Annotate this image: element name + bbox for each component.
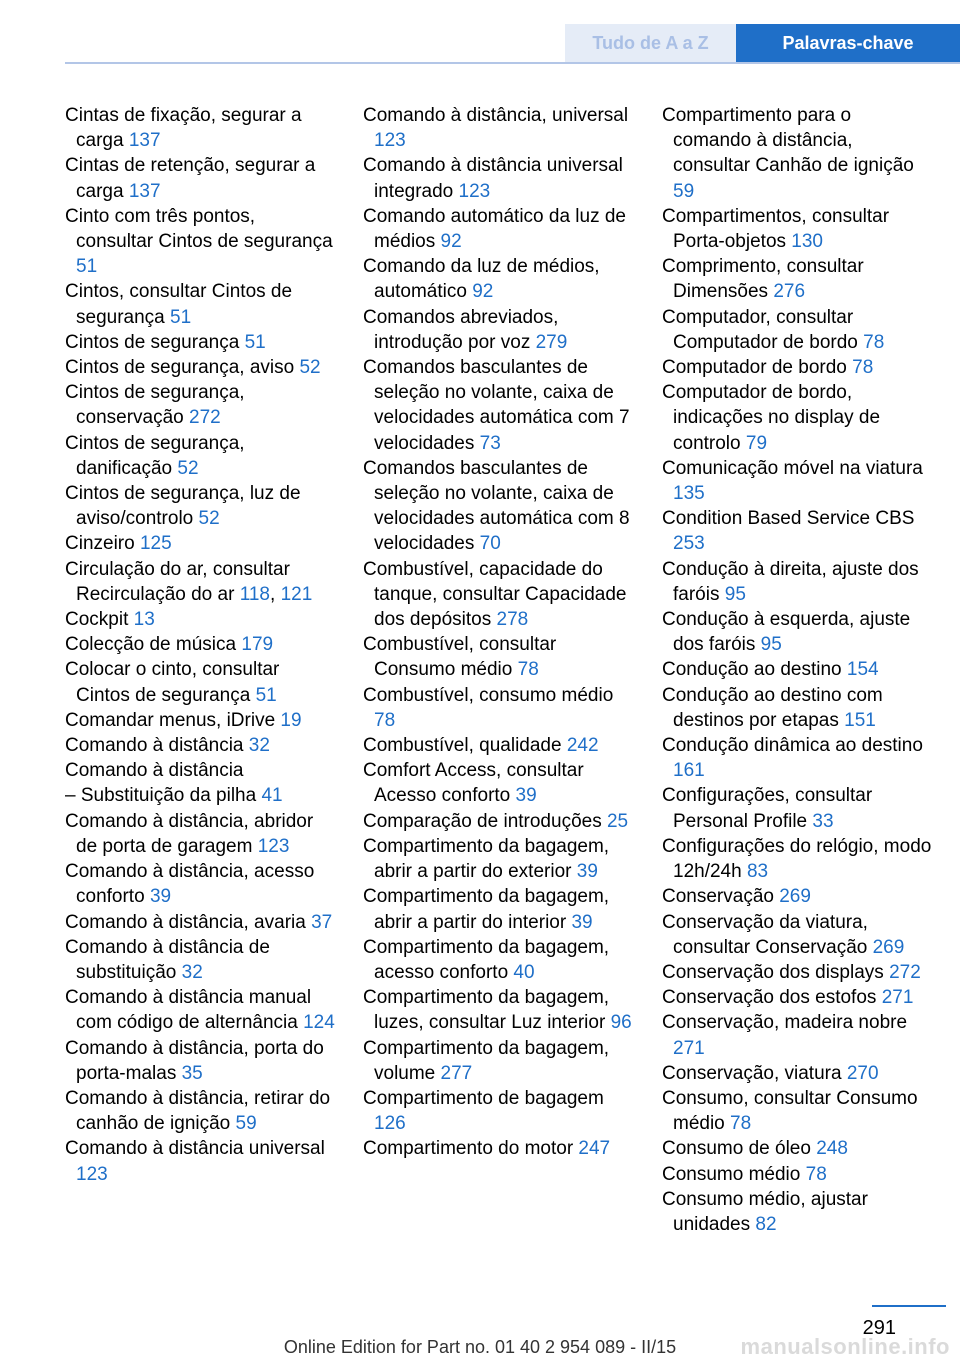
- page-ref-link[interactable]: 95: [760, 634, 782, 656]
- index-term: Compartimento da bagagem, abrir a partir do exterior: [363, 835, 610, 883]
- index-entry: [65, 431, 337, 481]
- index-entry: [662, 1061, 934, 1086]
- page-ref-link[interactable]: 92: [440, 231, 462, 253]
- index-entry: [662, 1162, 934, 1187]
- page-number: 291: [862, 1317, 896, 1339]
- index-term: Cintos de segurança, conservação: [65, 382, 245, 429]
- page-ref-link[interactable]: 269: [779, 886, 811, 908]
- index-term: Compartimento de bagagem: [363, 1087, 604, 1109]
- page-ref-link[interactable]: 52: [198, 508, 220, 530]
- index-entry: [662, 355, 934, 380]
- page-ref-link[interactable]: 118: [239, 583, 270, 605]
- page-ref-link[interactable]: 242: [566, 735, 599, 757]
- index-entry: [662, 884, 934, 909]
- index-term: Combustível, qualidade: [363, 735, 567, 757]
- index-term: Cinto com três pontos, consultar Cintos de segurança: [65, 205, 333, 253]
- index-term: Colecção de música: [65, 634, 242, 656]
- page-ref-link[interactable]: 154: [846, 659, 879, 681]
- index-entry: [65, 607, 337, 632]
- page-ref-link[interactable]: 40: [513, 961, 535, 983]
- page-ref-link[interactable]: 78: [852, 357, 874, 379]
- page-ref-link[interactable]: 37: [311, 911, 333, 933]
- header-tabs: [565, 24, 960, 62]
- page-ref-link[interactable]: 79: [745, 432, 768, 454]
- index-term: Comando à distância, retirar do canhão de ignição: [65, 1087, 331, 1135]
- index-entry: [662, 506, 934, 556]
- index-entry: [65, 708, 337, 733]
- index-entry: [363, 456, 635, 557]
- index-entry: [363, 683, 635, 733]
- index-term: Comando à distância de substituição: [65, 936, 270, 983]
- page-ref-link[interactable]: 123: [374, 130, 406, 152]
- index-term: Computador de bordo, indicações no display de controlo: [662, 382, 881, 454]
- index-term: Comando à distância, universal: [363, 105, 629, 126]
- index-term: Computador, consultar Computador de bordo: [662, 306, 864, 353]
- index-entry: [662, 733, 934, 783]
- page-ref-link[interactable]: 52: [299, 357, 321, 379]
- index-term: Consumo de óleo: [662, 1138, 817, 1160]
- page-ref-link[interactable]: 78: [863, 331, 885, 353]
- index-term: Compartimento da bagagem, abrir a partir do interior: [363, 886, 610, 933]
- page-ref-link[interactable]: 124: [303, 1012, 335, 1034]
- index-entry: [662, 254, 934, 304]
- index-entry: [65, 910, 337, 935]
- index-term: Comando à distância, porta do porta-malas: [65, 1037, 324, 1084]
- index-entry: [363, 1036, 635, 1086]
- header-divider: [65, 62, 960, 64]
- index-term: Conservação dos displays: [662, 961, 890, 983]
- index-entry: [65, 204, 337, 280]
- page-ref-link[interactable]: 59: [673, 180, 695, 202]
- page-ref-link[interactable]: 51: [76, 256, 98, 278]
- page-ref-link[interactable]: 92: [472, 281, 494, 303]
- index-term: Comando à distância, avaria: [65, 911, 312, 933]
- page-ref-link[interactable]: 83: [746, 861, 769, 883]
- page-ref-link[interactable]: 126: [374, 1113, 406, 1135]
- index-entry: [662, 380, 934, 456]
- index-entry: [662, 1187, 934, 1237]
- index-entry: [65, 657, 337, 707]
- index-term: Conservação dos estofos: [662, 987, 882, 1009]
- index-entry: [363, 1086, 635, 1136]
- page-ref-link[interactable]: 123: [458, 180, 491, 202]
- page-ref-link[interactable]: 95: [724, 583, 746, 605]
- index-entry: [363, 254, 635, 304]
- index-entry: [363, 305, 635, 355]
- page-ref-link[interactable]: 70: [479, 533, 501, 555]
- page-ref-link[interactable]: 137: [128, 180, 161, 202]
- page-ref-link[interactable]: 279: [535, 331, 568, 353]
- page-ref-link[interactable]: 253: [673, 533, 705, 555]
- index-entry: [662, 985, 934, 1010]
- page-ref-link[interactable]: 78: [805, 1163, 827, 1185]
- footer-accent-rule: [872, 1305, 946, 1307]
- index-entry: [65, 1136, 337, 1186]
- index-column-3: [662, 103, 934, 1237]
- index-entry: [363, 834, 635, 884]
- page-ref-link[interactable]: 41: [261, 785, 283, 807]
- index-term: Condition Based Service CBS: [662, 508, 915, 530]
- index-entry: [662, 783, 934, 833]
- page-ref-link[interactable]: 33: [812, 810, 834, 832]
- index-term: Configurações do relógio, modo 12h/24h: [662, 835, 932, 883]
- index-term: Cintos de segurança, aviso: [65, 357, 300, 379]
- index-entry: [363, 153, 635, 203]
- index-term: Consumo médio: [662, 1163, 806, 1185]
- index-term: Compartimento da bagagem, acesso conforto: [363, 936, 610, 983]
- index-term: Comandos abreviados, introdução por voz: [363, 306, 559, 353]
- index-term: Comando à distância: [65, 735, 249, 757]
- index-entry: [363, 809, 635, 834]
- index-term: Conservação: [662, 886, 780, 908]
- index-entry: [662, 1136, 934, 1161]
- page-ref-link[interactable]: 78: [730, 1113, 752, 1135]
- edition-footer: Online Edition for Part no. 01 40 2 954 089 - II/15: [283, 1337, 677, 1357]
- page-ref-link[interactable]: 123: [257, 835, 290, 857]
- index-term: Comando da luz de médios, automático: [363, 256, 600, 303]
- index-entry: [65, 481, 337, 531]
- page-ref-link[interactable]: 276: [773, 281, 806, 303]
- index-term: Comando à distância, abridor de porta de garagem: [65, 810, 314, 857]
- index-entry: [363, 758, 635, 808]
- page-ref-link[interactable]: 59: [235, 1113, 257, 1135]
- tab-section[interactable]: Tudo de A a Z: [565, 24, 736, 62]
- index-entry: [65, 859, 337, 909]
- index-term: Circulação do ar, consultar Recirculação do ar: [65, 558, 290, 605]
- page-ref-link[interactable]: 121: [280, 583, 313, 605]
- index-term: Conservação, madeira nobre: [662, 1012, 908, 1034]
- index-entry: [363, 1136, 635, 1161]
- page-ref-link[interactable]: 247: [578, 1138, 611, 1160]
- index-entry: [363, 985, 635, 1035]
- index-term: Conservação, viatura: [662, 1062, 847, 1084]
- page-ref-link[interactable]: 270: [846, 1062, 879, 1084]
- index-entry: [662, 683, 934, 733]
- index-entry: [65, 355, 337, 380]
- index-term: Combustível, consultar Consumo médio: [363, 634, 557, 681]
- index-entry: [65, 632, 337, 657]
- index-entry: [65, 380, 337, 430]
- index-term: Consumo médio, ajustar unidades: [662, 1188, 868, 1235]
- index-entry: [662, 557, 934, 607]
- page-ref-link[interactable]: 278: [496, 609, 529, 631]
- page-ref-link[interactable]: 51: [255, 684, 277, 706]
- index-entry: [363, 204, 635, 254]
- index-term: Colocar o cinto, consultar Cintos de segurança: [65, 659, 280, 706]
- page-ref-link[interactable]: 137: [128, 130, 161, 152]
- index-entry: [65, 758, 337, 783]
- page-ref-link[interactable]: 19: [280, 709, 302, 731]
- page-ref-link[interactable]: 51: [244, 331, 266, 353]
- page-ref-link[interactable]: 35: [181, 1062, 203, 1084]
- page-ref-link[interactable]: 271: [881, 987, 914, 1009]
- page-ref-link[interactable]: 39: [515, 785, 537, 807]
- index-entry: [363, 355, 635, 456]
- page-ref-link[interactable]: 269: [872, 936, 905, 958]
- watermark: manualsonline.info: [740, 1334, 950, 1359]
- page-ref-link[interactable]: 277: [440, 1062, 473, 1084]
- page-ref-link[interactable]: 82: [755, 1213, 777, 1235]
- index-entry: [662, 204, 934, 254]
- index-term: Cockpit: [65, 609, 134, 631]
- index-entry: Circulação do ar, consultar Recirculação do ar 118, 121: [65, 558, 313, 605]
- index-term: Compartimento da bagagem, luzes, consultar Luz interior: [363, 987, 611, 1034]
- index-entry: [662, 960, 934, 985]
- index-entry: [65, 935, 337, 985]
- index-entry: [363, 935, 635, 985]
- index-term: Condução dinâmica ao destino: [662, 735, 923, 757]
- index-term: Cinzeiro: [65, 533, 140, 555]
- page-ref-link[interactable]: 73: [479, 432, 501, 454]
- index-term: Condução à direita, ajuste dos faróis: [662, 558, 919, 605]
- page-ref-link[interactable]: 25: [606, 810, 629, 832]
- index-term: Comando à distância universal integrado: [363, 155, 623, 202]
- index-term: Combustível, capacidade do tanque, consultar Capacidade dos depósitos: [363, 558, 627, 631]
- index-entry: [662, 607, 934, 657]
- index-entry: [65, 783, 337, 808]
- index-entry: [363, 557, 635, 633]
- index-column-2: [363, 103, 635, 1162]
- page-ref-link[interactable]: 13: [133, 609, 155, 631]
- index-entry: [363, 733, 635, 758]
- index-entry: [65, 1036, 337, 1086]
- index-entry: [65, 153, 337, 203]
- page-ref-link[interactable]: 130: [791, 231, 823, 253]
- index-term: Comando à distância manual com código de alternância: [65, 987, 312, 1034]
- index-entry: [65, 809, 337, 859]
- index-entry: [662, 103, 934, 204]
- index-term: Condução à esquerda, ajuste dos faróis: [662, 609, 911, 656]
- index-entry: [662, 456, 934, 506]
- index-term: Cintas de fixação, segurar a carga: [65, 105, 302, 152]
- index-term: Cintos de segurança: [65, 331, 245, 353]
- index-term: Computador de bordo: [662, 357, 853, 379]
- index-entry: [65, 279, 337, 329]
- index-term: Cintos de segurança, danificação: [65, 432, 245, 479]
- index-entry: [662, 657, 934, 682]
- index-term: Compartimento para o comando à distância, consultar Canhão de ignição: [662, 105, 914, 177]
- index-term: Consumo, consultar Consumo médio: [662, 1087, 918, 1135]
- index-term: Comando à distância, acesso conforto: [65, 861, 315, 908]
- index-term: Comunicação móvel na viatura: [662, 457, 923, 479]
- index-term: Comando à distância: [65, 760, 244, 782]
- index-entry: [65, 103, 337, 153]
- page-ref-link[interactable]: 78: [517, 659, 539, 681]
- page-ref-link[interactable]: 39: [571, 911, 593, 933]
- index-entry: [363, 103, 635, 153]
- page-ref-link[interactable]: 161: [673, 760, 705, 782]
- index-term: Comandar menus, iDrive: [65, 709, 281, 731]
- tab-active[interactable]: Palavras-chave: [736, 24, 960, 62]
- index-entry: [65, 985, 337, 1035]
- index-term: Comfort Access, consultar Acesso conforto: [363, 760, 584, 807]
- page-ref-link[interactable]: 135: [673, 483, 705, 505]
- index-term: Comparação de introduções: [363, 810, 607, 832]
- index-entry: [662, 834, 934, 884]
- page-ref-link[interactable]: 96: [610, 1012, 632, 1034]
- index-term: Conservação da viatura, consultar Conservação: [662, 911, 873, 958]
- index-term: Compartimentos, consultar Porta-objetos: [662, 205, 890, 253]
- index-entry: [662, 305, 934, 355]
- index-entry: [65, 531, 337, 556]
- index-term: – Substituição da pilha: [65, 785, 262, 807]
- index-entry: [363, 884, 635, 934]
- index-entry: [662, 1086, 934, 1136]
- index-term: Comprimento, consultar Dimensões: [662, 256, 864, 303]
- page-ref-link[interactable]: 179: [241, 634, 274, 656]
- index-term: Condução ao destino com destinos por etapas: [662, 684, 883, 731]
- page-ref-link[interactable]: 123: [76, 1163, 108, 1185]
- page-ref-link[interactable]: 272: [889, 961, 921, 983]
- index-term: Comandos basculantes de seleção no volante, caixa de velocidades automática com 8 velocidades: [363, 457, 630, 555]
- index-term: Compartimento da bagagem, volume: [363, 1037, 610, 1084]
- page-ref-link[interactable]: 51: [170, 306, 192, 328]
- index-entry: [363, 632, 635, 682]
- page-ref-link[interactable]: 151: [844, 709, 876, 731]
- index-term: Compartimento do motor: [363, 1138, 579, 1160]
- page-ref-link[interactable]: 52: [177, 457, 199, 479]
- index-term: Cintas de retenção, segurar a carga: [65, 155, 316, 202]
- index-entry: [662, 910, 934, 960]
- page-ref-link[interactable]: 32: [181, 961, 203, 983]
- index-term: Comandos basculantes de seleção no volante, caixa de velocidades automática com 7 velocidades: [363, 357, 630, 454]
- page-ref-link[interactable]: 248: [816, 1138, 848, 1160]
- index-term: Cintos, consultar Cintos de segurança: [65, 281, 293, 328]
- index-column-1: [65, 103, 337, 1187]
- page-ref-link[interactable]: 32: [248, 735, 270, 757]
- index-term: Comando automático da luz de médios: [363, 205, 626, 253]
- index-term: Cintos de segurança, luz de aviso/controlo: [65, 483, 301, 530]
- page-ref-link[interactable]: 125: [139, 533, 172, 555]
- index-term: Combustível, consumo médio: [363, 684, 614, 706]
- page-ref-link[interactable]: 39: [576, 861, 598, 883]
- page-ref-link[interactable]: 272: [189, 407, 221, 429]
- index-term: Comando à distância universal: [65, 1138, 325, 1160]
- index-entry: [662, 1010, 934, 1060]
- page-ref-link[interactable]: 39: [149, 886, 172, 908]
- index-entry: [65, 1086, 337, 1136]
- index-entry: [65, 330, 337, 355]
- index-term: Configurações, consultar Personal Profile: [662, 785, 873, 832]
- index-term: Condução ao destino: [662, 659, 847, 681]
- page-ref-link[interactable]: 78: [374, 709, 396, 731]
- index-entry: [65, 733, 337, 758]
- page-ref-link[interactable]: 271: [673, 1037, 705, 1059]
